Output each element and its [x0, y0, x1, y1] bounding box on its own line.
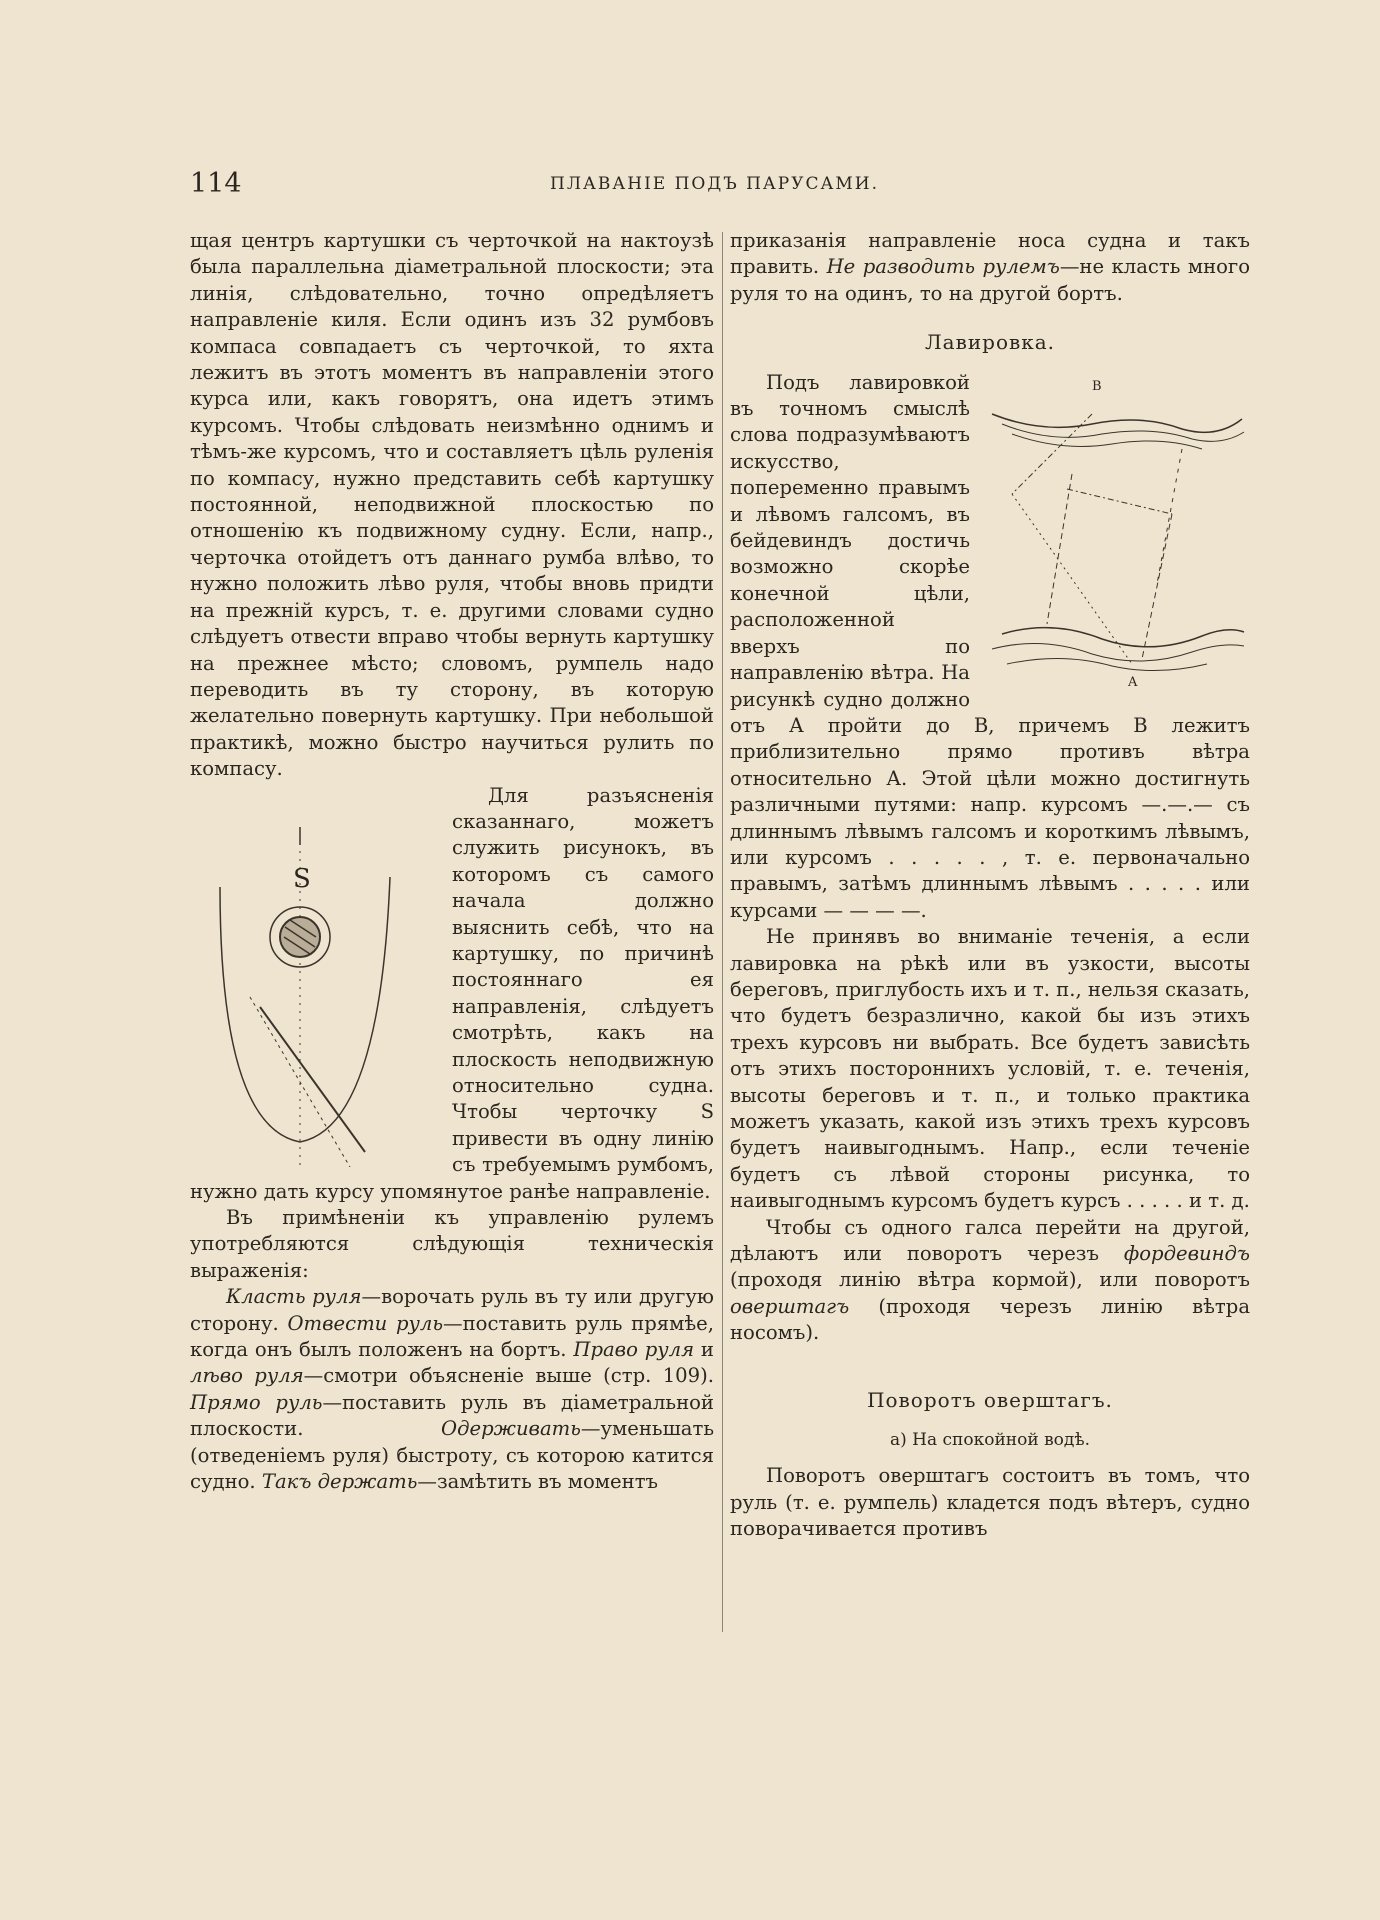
- subheading-spokoynaya-voda: а) На спокойной водѣ.: [889, 1430, 1091, 1451]
- course-dashed-3: [1157, 449, 1182, 584]
- text-span: —уменьшать (отведеніемъ руля) быстроту, съ которою катится судно.: [190, 1417, 714, 1494]
- text-span: —поставить руль въ діаметральной плоскости.: [190, 1390, 714, 1441]
- right-paragraph-5: Поворотъ оверштагъ состоитъ въ томъ, что руль (т. е. румпель) кладется подъ вѣтеръ, судно поворачивается противъ: [730, 1464, 1250, 1541]
- left-paragraph-2: Для разъясненія сказаннаго, можетъ служить рисунокъ, въ которомъ съ самого начала должно выяснить себѣ, что на картушку, по причинѣ постояннаго ея направленія, слѣдуетъ смотрѣть, какъ на плоскость неподвижную относительно судна. Чтобы черточку S привести въ одну линію съ требуемымъ румбомъ, нужно дать курсу упомянутое ранѣе направленіе.: [190, 783, 714, 1203]
- course-dash-dot-1: [1012, 414, 1092, 494]
- page-header: [190, 168, 1210, 208]
- running-head: ПЛАВАНІЕ ПОДЪ ПАРУСАМИ.: [550, 174, 880, 194]
- left-paragraph-3: Въ примѣненіи къ управленію рулемъ употребляются слѣдующія техническія выраженія:: [190, 1206, 714, 1282]
- text-span: —ворочать руль въ ту или другую сторону.: [190, 1285, 714, 1335]
- text-span: —не класть много руля то на одинъ, то на другой бортъ.: [730, 255, 1250, 305]
- term-pravo-rulya: Право руля: [573, 1338, 695, 1362]
- text-span: —замѣтить въ моментъ: [417, 1470, 659, 1494]
- text-span: (проходя линію вѣтра кормой), или поворотъ: [730, 1268, 1250, 1292]
- term-pryamo-rul: Прямо руль: [190, 1390, 323, 1414]
- right-paragraph-2: Подъ лавировкой въ точномъ смыслѣ слова подразумѣваютъ искусство, попеременно правымъ и лѣвомъ галсомъ, въ бейдевиндъ достичь возможно скорѣе конечной цѣли, расположенной вверхъ по направленію вѣтра. На рисункѣ судно должно отъ А пройти до В, причемъ В лежитъ приблизительно прямо противъ вѣтра относительно А. Этой цѣли можно достигнуть различными путями: напр. курсомъ —.—.— съ длиннымъ лѣвымъ галсомъ и короткимъ лѣвымъ, или курсомъ . . . . . , т. е. первоначально правымъ, затѣмъ длиннымъ лѣвымъ . . . . . или курсами — — — —.: [730, 370, 1250, 922]
- top-shore-line-3: [1012, 434, 1202, 449]
- rudder-compass-figure: [190, 787, 438, 1167]
- point-a-label: A: [1128, 674, 1138, 690]
- term-oderzhivat: Одерживать: [441, 1417, 581, 1441]
- tacking-figure: [982, 374, 1250, 694]
- rudder-compass-drawing: [190, 787, 438, 1167]
- heading-povorot-overshtag: Поворотъ оверштагъ.: [867, 1387, 1113, 1412]
- course-dash-dot-2: [1067, 489, 1172, 514]
- bottom-shore-line-2: [992, 643, 1244, 660]
- right-paragraph-1: [730, 228, 1250, 307]
- right-paragraph-3: Не принявъ во вниманіе теченія, а если лавировка на рѣкѣ или въ узкости, высоты береговъ, приглубость ихъ и т. п., нельзя сказать, что будетъ безразлично, какой бы изъ этихъ трехъ курсовъ ни выбрать. Все будетъ зависѣть отъ этихъ постороннихъ условій, т. е. теченія, высоты береговъ и т. п., и только практика можетъ указать, какой изъ этихъ трехъ курсовъ будетъ наивыгоднымъ. Напр., если теченіе будетъ съ лѣвой стороны рисунка, то наивыгоднымъ курсомъ будетъ курсъ . . . . . и т. д.: [730, 925, 1250, 1213]
- text-span: —смотри объясненіе выше (стр. 109).: [303, 1364, 714, 1388]
- s-mark-label: S: [293, 863, 311, 894]
- term-levo-rulya: лѣво руля: [190, 1364, 304, 1388]
- heading-lavirovka: Лавировка.: [924, 330, 1056, 355]
- course-dotted-1: [1012, 494, 1132, 664]
- term-ne-razvodit: Не разводить рулемъ: [826, 255, 1060, 279]
- term-tak-derzhat: Такъ держать: [261, 1470, 418, 1494]
- bottom-shore-line-3: [1007, 658, 1207, 670]
- term-klast-rulya: Класть руля: [226, 1285, 362, 1309]
- text-span: приказанія направленіе носа судна и такъ править.: [730, 229, 1250, 279]
- term-fordevind: фордевиндъ: [1123, 1242, 1250, 1266]
- left-paragraph-1: щая центръ картушки съ черточкой на нактоузѣ была параллельна діаметральной плоскости; эта линія, слѣдовательно, точно опредѣляетъ направленіе киля. Если одинъ изъ 32 румбовъ компаса совпадаетъ съ черточкой, то яхта лежитъ въ этотъ моментъ въ направленіи этого курса или, какъ говорятъ, она идетъ этимъ курсомъ. Чтобы слѣдовать неизмѣнно однимъ и тѣмъ-же курсомъ, что и составляетъ цѣль руленія по компасу, нужно представить себѣ картушку постоянной, неподвижной плоскостью по отношенію къ подвижному судну. Если, напр., черточка отойдетъ отъ даннаго румба влѣво, то нужно положить лѣво руля, чтобы вновь придти на прежній курсъ, т. е. другими словами судно слѣдуетъ отвести вправо чтобы вернуть картушку на прежнее мѣсто; словомъ, румпель надо переводить въ ту сторону, въ которую желательно повернуть картушку. При небольшой практикѣ, можно быстро научиться рулить по компасу.: [190, 229, 714, 781]
- left-paragraph-4: [190, 1284, 714, 1495]
- term-overshtag: оверштагъ: [730, 1294, 850, 1318]
- tacking-drawing: [982, 374, 1250, 694]
- right-paragraph-4: [730, 1215, 1250, 1347]
- text-span: —поставить руль прямѣе, когда онъ былъ положенъ на бортъ.: [190, 1311, 714, 1362]
- page-number: 114: [190, 168, 242, 199]
- term-otvesti-rul: Отвести руль: [287, 1311, 444, 1335]
- point-b-label: B: [1092, 378, 1102, 394]
- column-divider: [722, 232, 723, 1632]
- course-dashed-1: [1142, 514, 1172, 659]
- left-column: [190, 228, 714, 1496]
- top-shore-line: [992, 414, 1242, 432]
- right-column: [730, 228, 1250, 1543]
- text-span: Чтобы съ одного галса перейти на другой, дѣлаютъ или поворотъ черезъ: [730, 1215, 1250, 1266]
- text-span: (проходя черезъ линію вѣтра носомъ).: [730, 1294, 1250, 1345]
- text-span: и: [694, 1338, 714, 1362]
